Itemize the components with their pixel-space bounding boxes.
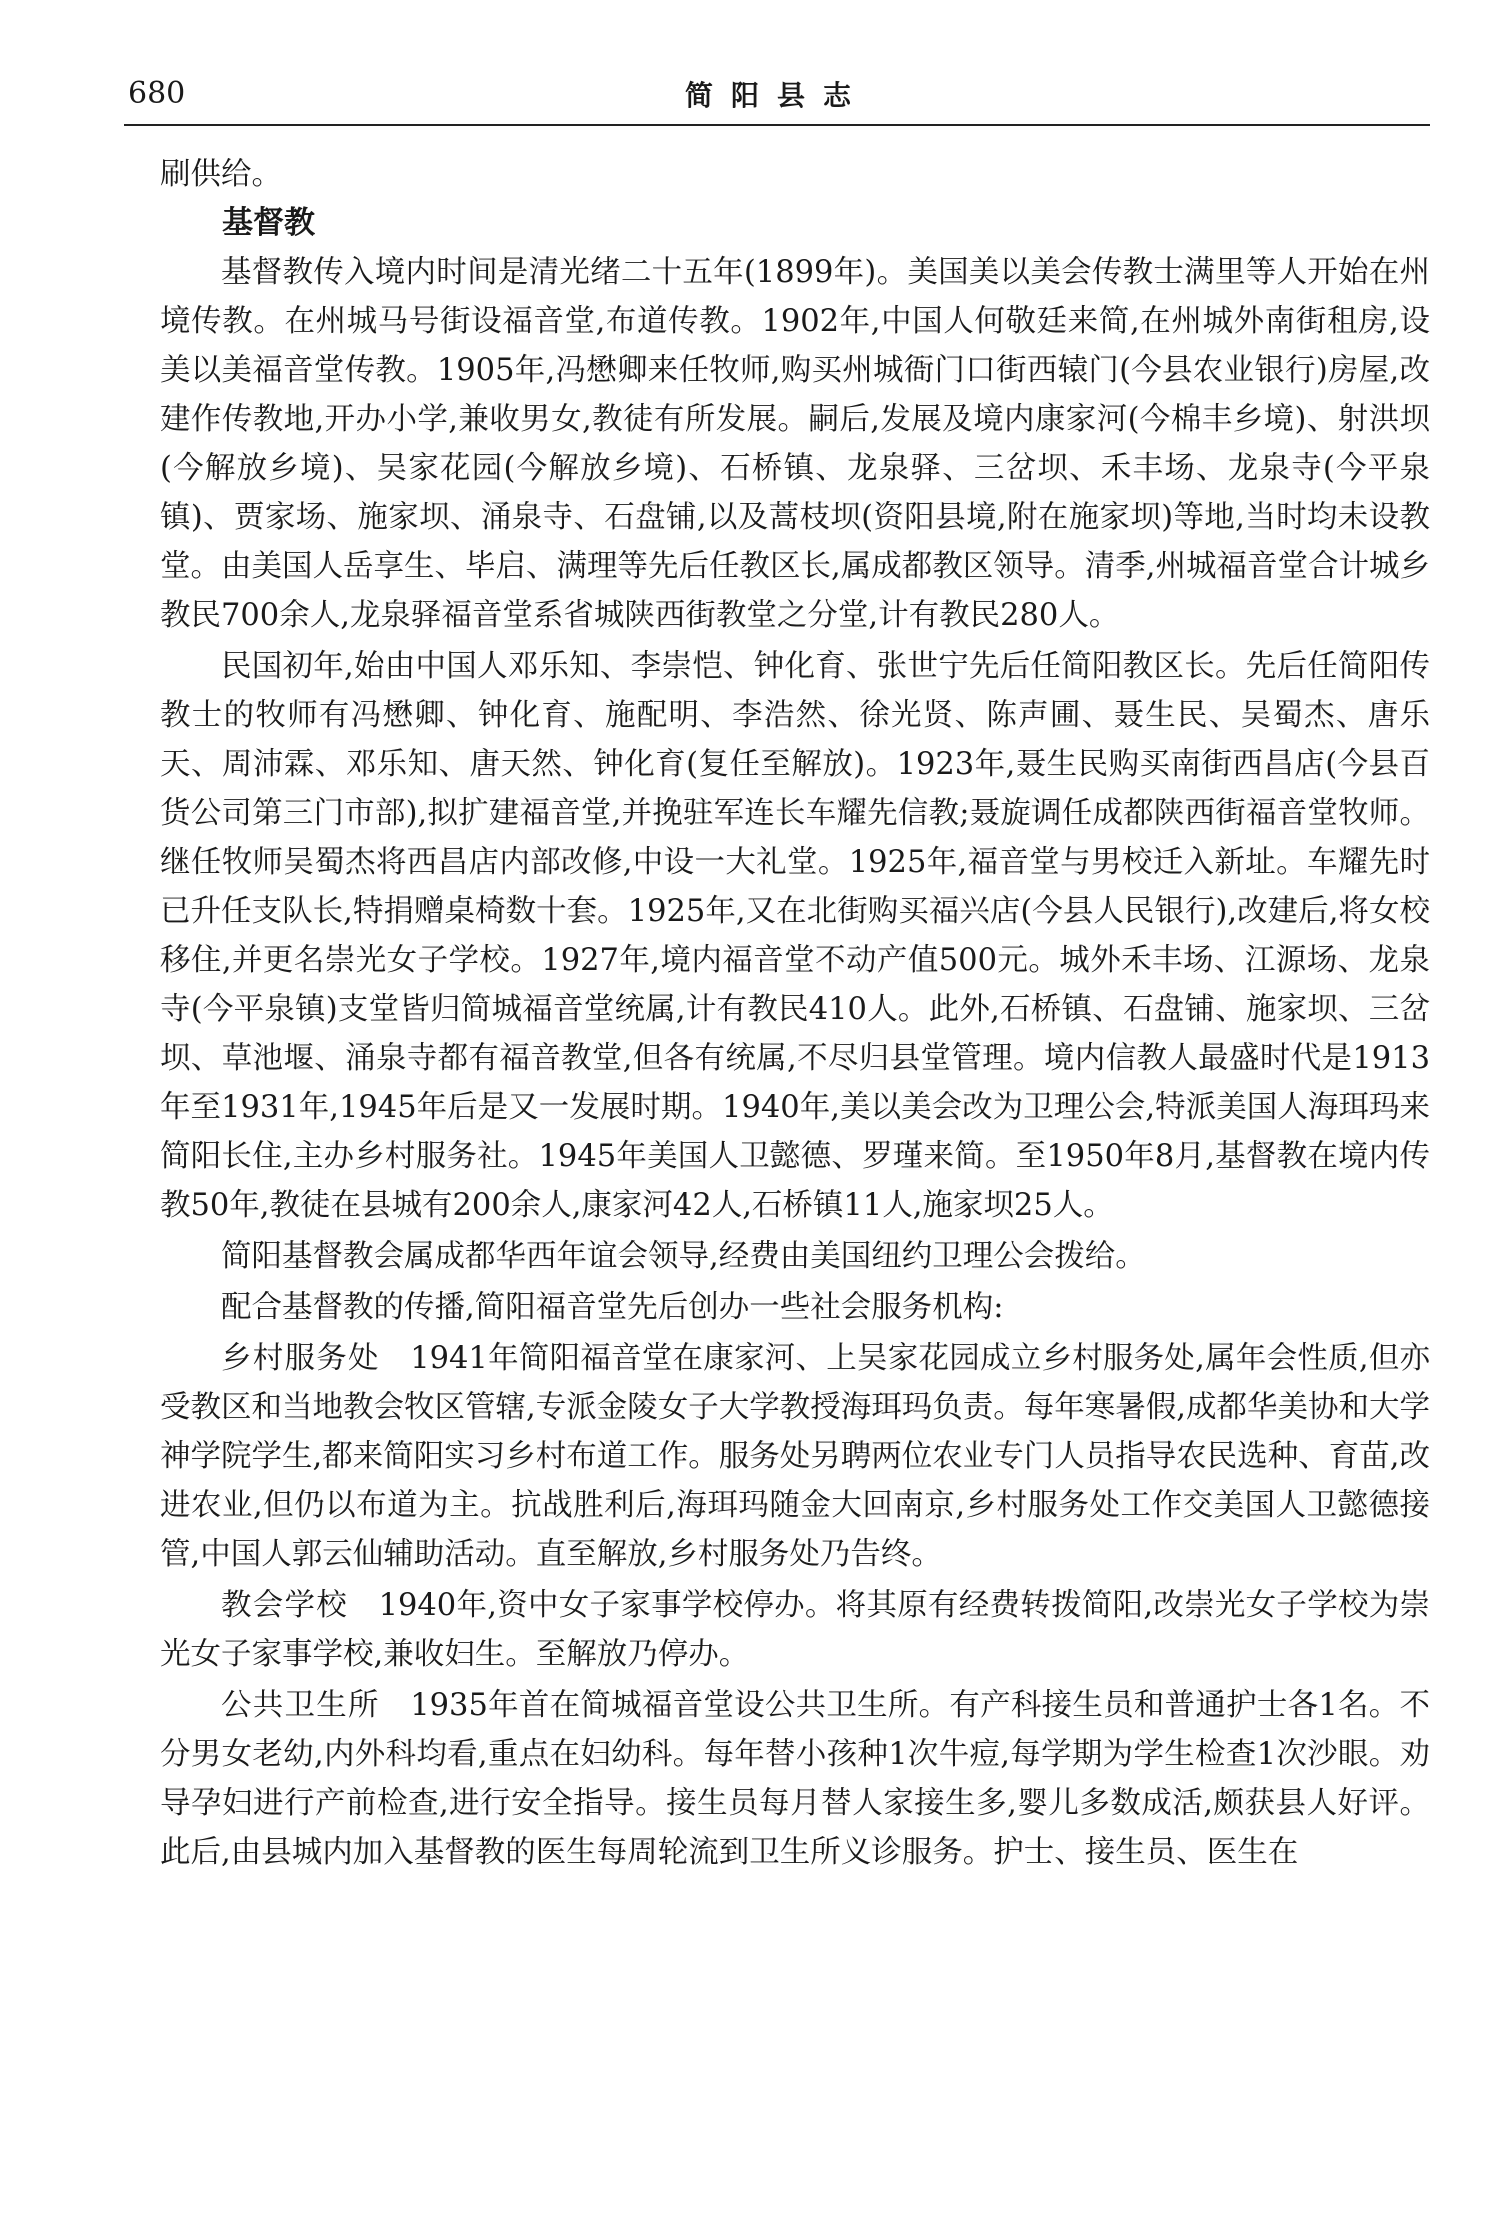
paragraph: 简阳基督教会属成都华西年谊会领导,经费由美国纽约卫理公会拨给。 (221, 1239, 1146, 1274)
running-title: 简阳县志 (684, 79, 869, 112)
section-heading: 基督教 (222, 205, 315, 241)
paragraph: 民国初年,始由中国人邓乐知、李崇恺、钟化育、张世宁先后任简阳教区长。先后任简阳传教士的牧师有冯懋卿、钟化育、施配明、李浩然、徐光贤、陈声圃、聂生民、吴蜀杰、唐乐天、周沛霖、邓乐知、唐天然、钟化育(复任至解放)。1923年,聂生民购买南街西昌店(今县百货公司第三门市部),拟扩建福音堂,并挽驻军连长车耀先信教;聂旋调任成都陕西街福音堂牧师。继任牧师吴蜀杰将西昌店内部改修,中设一大礼堂。1925年,福音堂与男校迁入新址。车耀先时已升任支队长,特捐赠桌椅数十套。1925年,又在北街购买福兴店(今县人民银行),改建后,将女校移住,并更名崇光女子学校。1927年,境内福音堂不动产值500元。城外禾丰场、江源场、龙泉寺(今平泉镇)支堂皆归简城福音堂统属,计有教民410人。此外,石桥镇、石盘铺、施家坝、三岔坝、草池堰、涌泉寺都有福音教堂,但各有统属,不尽归县堂管理。境内信教人最盛时代是1913年至1931年,1945年后是又一发展时期。1940年,美以美会改为卫理公会,特派美国人海珥玛来简阳长住,主办乡村服务社。1945年美国人卫懿德、罗瑾来简。至1950年8月,基督教在境内传教50年,教徒在县城有200余人,康家河42人,石桥镇11人,施家坝25人。 (160, 649, 1430, 1223)
header-rule (124, 124, 1430, 126)
paragraph: 基督教传入境内时间是清光绪二十五年(1899年)。美国美以美会传教士满里等人开始在州境传教。在州城马号街设福音堂,布道传教。1902年,中国人何敬廷来简,在州城外南街租房,设美以美福音堂传教。1905年,冯懋卿来任牧师,购买州城衙门口街西辕门(今县农业银行)房屋,改建作传教地,开办小学,兼收男女,教徒有所发展。嗣后,发展及境内康家河(今棉丰乡境)、射洪坝(今解放乡境)、吴家花园(今解放乡境)、石桥镇、龙泉驿、三岔坝、禾丰场、龙泉寺(今平泉镇)、贾家场、施家坝、涌泉寺、石盘铺,以及蒿枝坝(资阳县境,附在施家坝)等地,当时均未设教堂。由美国人岳享生、毕启、满理等先后任教区长,属成都教区领导。清季,州城福音堂合计城乡教民700余人,龙泉驿福音堂系省城陕西街教堂之分堂,计有教民280人。 (160, 255, 1430, 633)
paragraph: 配合基督教的传播,简阳福音堂先后创办一些社会服务机构: (221, 1290, 1004, 1325)
entry-text: 1940年,资中女子家事学校停办。将其原有经费转拨简阳,改崇光女子学校为崇光女子家事学校,兼收妇生。至解放乃停办。 (160, 1588, 1431, 1672)
entry-text: 1935年首在简城福音堂设公共卫生所。有产科接生员和普通护士各1名。不分男女老幼,内外科均看,重点在妇幼科。每年替小孩种1次牛痘,每学期为学生检查1次沙眼。劝导孕妇进行产前检查,进行安全指导。接生员每月替人家接生多,婴儿多数成活,颇获县人好评。此后,由县城内加入基督教的医生每周轮流到卫生所义诊服务。护士、接生员、医生在 (160, 1688, 1430, 1870)
entry-paragraph (160, 1681, 1430, 1877)
entry-paragraph (160, 1581, 1430, 1679)
entry-text: 1941年简阳福音堂在康家河、上吴家花园成立乡村服务处,属年会性质,但亦受教区和当地教会牧区管辖,专派金陵女子大学教授海珥玛负责。每年寒暑假,成都华美协和大学神学院学生,都来简阳实习乡村布道工作。服务处另聘两位农业专门人员指导农民选种、育苗,改进农业,但仍以布道为主。抗战胜利后,海珥玛随金大回南京,乡村服务处工作交美国人卫懿德接管,中国人郭云仙辅助活动。直至解放,乡村服务处乃告终。 (160, 1341, 1430, 1572)
entry-label: 公共卫生所 (221, 1688, 380, 1723)
entry-paragraph (160, 1334, 1430, 1579)
continuation-text: 刷供给。 (160, 157, 282, 192)
entry-label: 乡村服务处 (221, 1341, 380, 1376)
page-number: 680 (128, 76, 186, 111)
body-text (160, 150, 1430, 1877)
page-header (124, 74, 1430, 126)
entry-label: 教会学校 (221, 1588, 349, 1623)
